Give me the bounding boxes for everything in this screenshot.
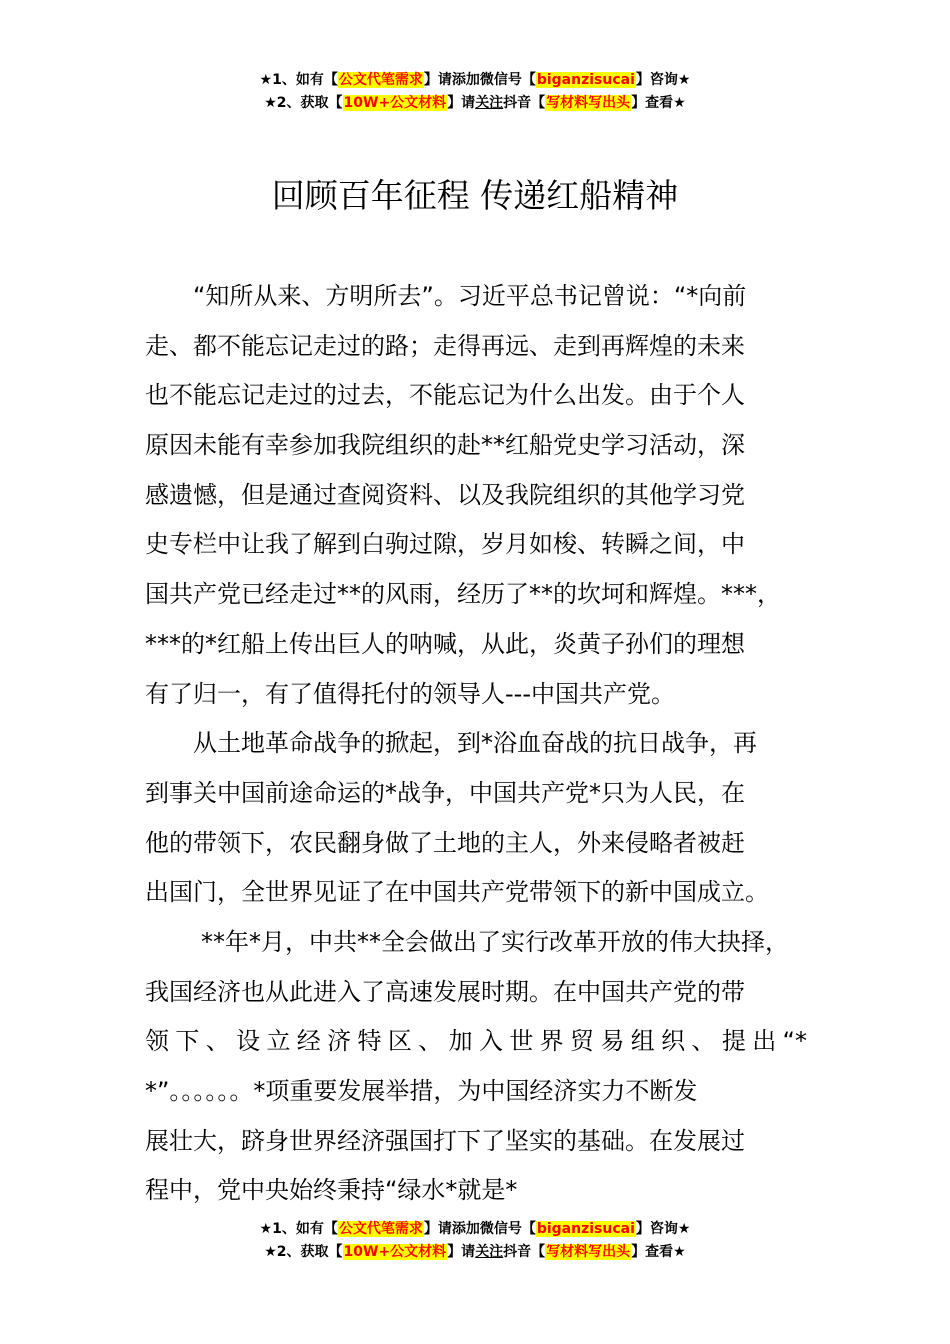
- text-line: 领下、设立经济特区、加入世界贸易组织、提出“*: [145, 1027, 807, 1056]
- service-highlight: 公文代笔需求: [338, 72, 423, 88]
- banner-line-2: ★2、获取【10W+公文材料】请关注抖音【写材料写出头】查看★: [264, 95, 686, 111]
- text-line: 到事关中国前途命运的*战争，中国共产党*只为人民，在: [145, 778, 745, 807]
- text-line: 史专栏中让我了解到白驹过隙，岁月如梭、转瞬之间，中: [145, 530, 745, 559]
- text-line: “知所从来、方明所去”。习近平总书记曾说：“*向前: [193, 282, 747, 310]
- banner-line-1: ★1、如有【公文代笔需求】请添加微信号【biganzisucai】咨询★: [259, 1221, 691, 1237]
- materials-highlight: 10W+公文材料: [343, 95, 447, 111]
- document-title: 回顾百年征程 传递红船精神: [271, 176, 679, 215]
- materials-highlight: 10W+公文材料: [343, 1244, 447, 1260]
- text-line: **年*月，中共**全会做出了实行改革开放的伟大抉择，: [201, 927, 789, 956]
- text-line: 出国门，全世界见证了在中国共产党带领下的新中国成立。: [145, 878, 769, 907]
- text-line: 原因未能有幸参加我院组织的赴**红船党史学习活动，深: [145, 431, 745, 460]
- text-line: 走、都不能忘记走过的路；走得再远、走到再辉煌的未来: [145, 331, 745, 360]
- text-line: 也不能忘记走过的过去，不能忘记为什么出发。由于个人: [145, 381, 745, 410]
- text-line: ***的*红船上传出巨人的呐喊，从此，炎黄子孙们的理想: [145, 629, 745, 658]
- douyin-id: 写材料写出头: [546, 95, 631, 111]
- text-line: 我国经济也从此进入了高速发展时期。在中国共产党的带: [145, 977, 745, 1006]
- footer-banner: [0, 1218, 950, 1264]
- text-line: 展壮大，跻身世界经济强国打下了坚实的基础。在发展过: [145, 1126, 745, 1155]
- text-line: 感遗憾，但是通过查阅资料、以及我院组织的其他学习党: [145, 480, 745, 509]
- wechat-id: biganzisucai: [536, 72, 635, 88]
- header-banner: [0, 69, 950, 115]
- banner-line-2: ★2、获取【10W+公文材料】请关注抖音【写材料写出头】查看★: [264, 1244, 686, 1260]
- douyin-id: 写材料写出头: [546, 1244, 631, 1260]
- text-line: 程中，党中央始终秉持“绿水*就是*: [145, 1176, 518, 1205]
- service-highlight: 公文代笔需求: [338, 1221, 423, 1237]
- text-line: 他的带领下，农民翻身做了土地的主人，外来侵略者被赶: [145, 828, 745, 857]
- text-line: 从土地革命战争的掀起，到*浴血奋战的抗日战争，再: [193, 729, 757, 758]
- wechat-id: biganzisucai: [536, 1221, 635, 1237]
- text-line: *”。。。。。。*项重要发展举措，为中国经济实力不断发: [145, 1077, 698, 1105]
- text-line: 有了归一，有了值得托付的领导人---中国共产党。: [145, 679, 675, 708]
- text-line: 国共产党已经走过**的风雨，经历了**的坎坷和辉煌。***，: [145, 580, 781, 609]
- banner-line-1: ★1、如有【公文代笔需求】请添加微信号【biganzisucai】咨询★: [259, 72, 691, 88]
- document-body: [145, 272, 807, 1216]
